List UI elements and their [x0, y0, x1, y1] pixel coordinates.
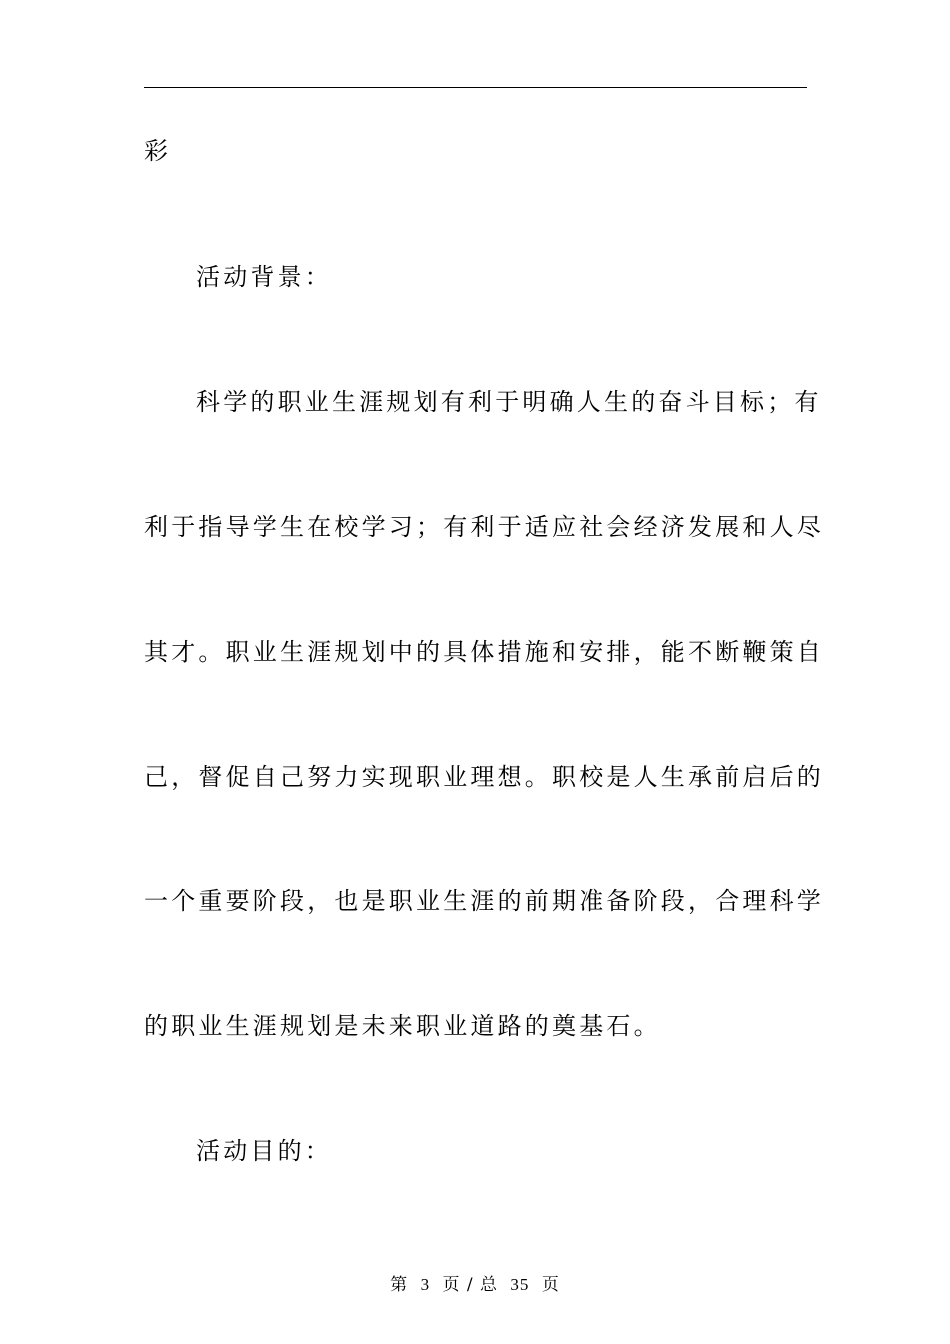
section-heading-purpose: 活动目的：: [196, 1137, 332, 1165]
paragraph-line: 一个重要阶段，也是职业生涯的前期准备阶段，合理科学: [144, 887, 824, 915]
footer-page-number: 3: [420, 1275, 431, 1294]
footer-mid: 页 / 总: [442, 1275, 499, 1295]
footer-prefix: 第: [390, 1275, 409, 1295]
footer-suffix: 页: [541, 1275, 560, 1295]
paragraph-line: 的职业生涯规划是未来职业道路的奠基石。: [144, 1012, 661, 1040]
paragraph-line: 其才。职业生涯规划中的具体措施和安排，能不断鞭策自: [144, 638, 824, 666]
paragraph-line: 己，督促自己努力实现职业理想。职校是人生承前启后的: [144, 763, 824, 791]
paragraph-line: 利于指导学生在校学习；有利于适应社会经济发展和人尽: [144, 513, 824, 541]
text-line: 彩: [144, 137, 172, 165]
footer-total-pages: 35: [510, 1275, 530, 1294]
section-heading-background: 活动背景：: [196, 263, 332, 291]
page-footer: [0, 1274, 950, 1296]
paragraph-line: 科学的职业生涯规划有利于明确人生的奋斗目标；有: [196, 388, 822, 416]
header-rule: [144, 87, 807, 88]
